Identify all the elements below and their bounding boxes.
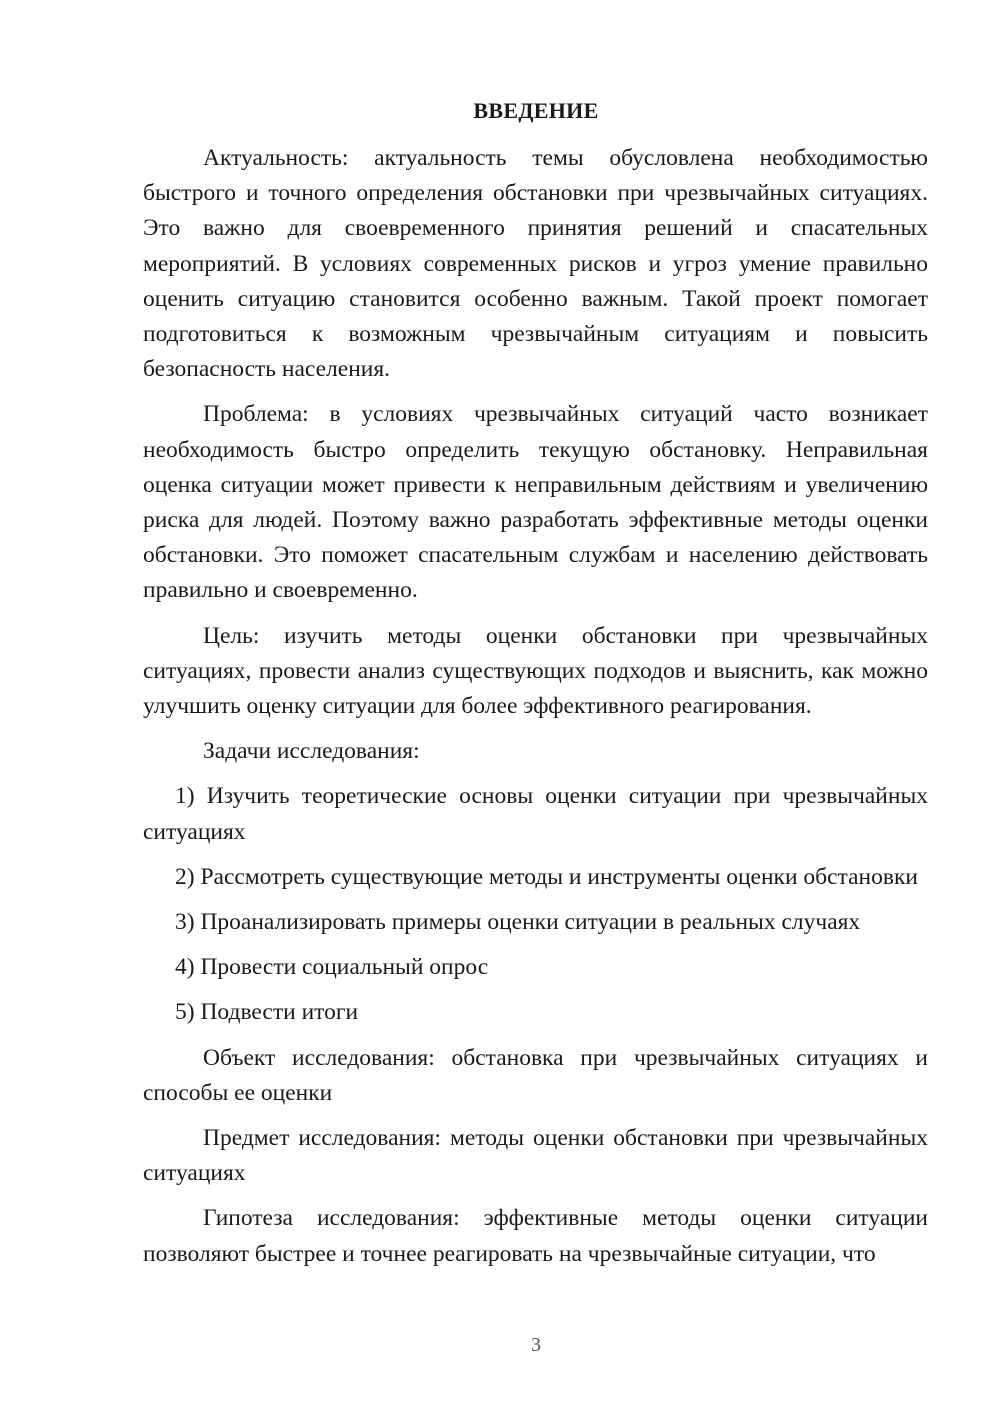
page-number: 3 [531, 1334, 541, 1356]
subject-paragraph: Предмет исследования: методы оценки обстановки при чрезвычайных ситуациях [143, 1125, 928, 1187]
task-item: 3) Проанализировать примеры оценки ситуации в реальных случаях [175, 909, 861, 936]
relevance-paragraph: Актуальность: актуальность темы обусловлена необходимостью быстрого и точного определения обстановки при чрезвычайных ситуациях. Это важно для своевременного принятия решений и спасательных мероприятий. В условиях современных рисков и угроз умение правильно оценить ситуацию становится особенно важным. Такой проект помогает подготовиться к возможным чрезвычайным ситуациям и повысить безопасность населения. [143, 145, 928, 383]
section-title: ВВЕДЕНИЕ [473, 98, 599, 123]
body-text [143, 141, 928, 1282]
hypothesis-paragraph: Гипотеза исследования: эффективные методы оценки ситуации позволяют быстрее и точнее реагировать на чрезвычайные ситуации, что [143, 1205, 928, 1267]
task-item: 1) Изучить теоретические основы оценки ситуации при чрезвычайных ситуациях [143, 783, 928, 845]
goal-paragraph: Цель: изучить методы оценки обстановки при чрезвычайных ситуациях, провести анализ существующих подходов и выяснить, как можно улучшить оценку ситуации для более эффективного реагирования. [143, 622, 928, 720]
problem-paragraph: Проблема: в условиях чрезвычайных ситуаций часто возникает необходимость быстро определить текущую обстановку. Неправильная оценка ситуации может привести к неправильным действиям и увеличению риска для людей. Поэтому важно разработать эффективные методы оценки обстановки. Это поможет спасательным службам и населению действовать правильно и своевременно. [143, 401, 928, 604]
object-paragraph: Объект исследования: обстановка при чрезвычайных ситуациях и способы ее оценки [143, 1044, 928, 1106]
task-item: 4) Провести социальный опрос [175, 954, 489, 981]
task-item: 5) Подвести итоги [175, 999, 359, 1026]
tasks-heading: Задачи исследования: [203, 738, 420, 765]
task-item: 2) Рассмотреть существующие методы и инструменты оценки обстановки [175, 863, 918, 890]
